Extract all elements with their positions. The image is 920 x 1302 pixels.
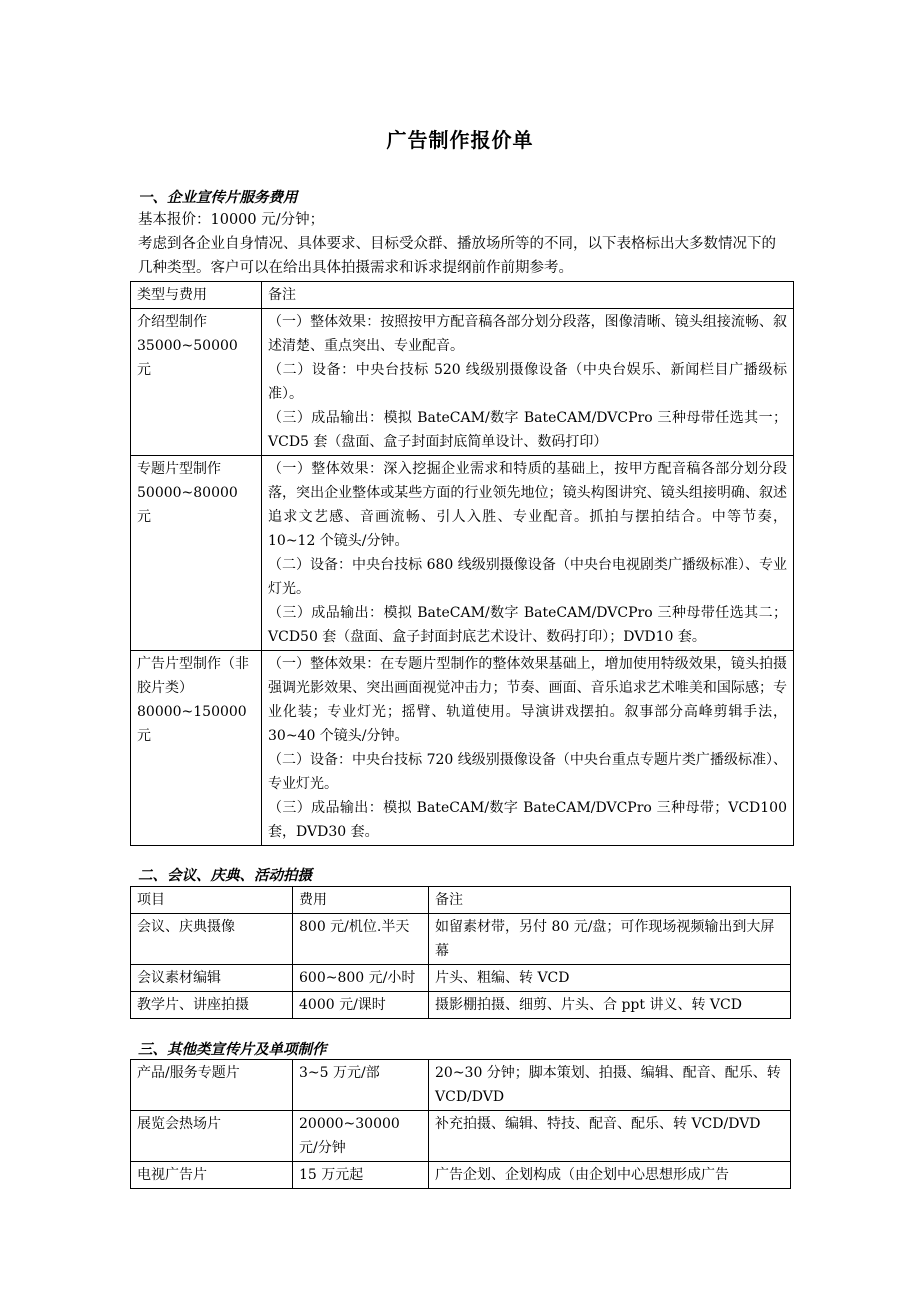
section1-heading: 一、企业宣传片服务费用: [138, 189, 298, 206]
type-cell: [131, 309, 262, 456]
intro-text: 考虑到各企业自身情况、具体要求、目标受众群、播放场所等的不同，以下表格标出大多数情况下的几种类型。客户可以在给出具体拍摄需求和诉求提纲前作前期参考。: [138, 236, 776, 276]
table-header-row: [131, 282, 794, 309]
item-cell: 产品/服务专题片: [131, 1060, 293, 1111]
service-fee-table: [130, 281, 794, 846]
header-cell: 备注: [429, 887, 791, 914]
table-header-row: [131, 887, 791, 914]
fee-cell: 600~800 元/小时: [293, 965, 429, 992]
note-cell: 片头、粗编、转 VCD: [429, 965, 791, 992]
type-price: 50000~80000 元: [137, 485, 238, 525]
type-cell: [131, 456, 262, 651]
page-title: 广告制作报价单: [386, 128, 534, 152]
header-cell: 费用: [293, 887, 429, 914]
note-cell: [262, 651, 794, 846]
note-line: （三）成品输出：模拟 BateCAM/数字 BateCAM/DVCPro 三种母带；VCD100 套，DVD30 套。: [268, 800, 787, 840]
type-cell: [131, 651, 262, 846]
type-name: 专题片型制作: [137, 461, 221, 477]
fee-cell: 800 元/机位.半天: [293, 914, 429, 965]
fee-cell: 4000 元/课时: [293, 992, 429, 1019]
fee-cell: 20000~30000 元/分钟: [293, 1111, 429, 1162]
header-cell: 项目: [131, 887, 293, 914]
item-cell: 会议素材编辑: [131, 965, 293, 992]
header-cell: 类型与费用: [131, 282, 262, 309]
note-cell: 广告企划、企划构成（由企划中心思想形成广告: [429, 1162, 791, 1189]
note-cell: 补充拍摄、编辑、特技、配音、配乐、转 VCD/DVD: [429, 1111, 791, 1162]
event-fee-table: [130, 886, 791, 1019]
section2-heading: 二、会议、庆典、活动拍摄: [138, 867, 312, 884]
note-line: （三）成品输出：模拟 BateCAM/数字 BateCAM/DVCPro 三种母带任选其一；VCD5 套（盘面、盒子封面封底简单设计、数码打印）: [268, 410, 787, 450]
table-row: [131, 651, 794, 846]
item-cell: 展览会热场片: [131, 1111, 293, 1162]
item-cell: 教学片、讲座拍摄: [131, 992, 293, 1019]
table-row: [131, 1162, 791, 1189]
item-cell: 会议、庆典摄像: [131, 914, 293, 965]
table-row: [131, 1111, 791, 1162]
note-line: （三）成品输出：模拟 BateCAM/数字 BateCAM/DVCPro 三种母带任选其二；VCD50 套（盘面、盒子封面封底艺术设计、数码打印）；DVD10 套。: [268, 605, 787, 645]
note-cell: [262, 456, 794, 651]
note-line: （二）设备：中央台技标 520 线级别摄像设备（中央台娱乐、新闻栏目广播级标准）。: [268, 362, 787, 402]
type-name: 介绍型制作: [137, 314, 207, 330]
note-cell: 摄影棚拍摄、细剪、片头、合 ppt 讲义、转 VCD: [429, 992, 791, 1019]
note-line: （二）设备：中央台技标 680 线级别摄像设备（中央台电视剧类广播级标准）、专业灯光。: [268, 557, 787, 597]
base-price-text: 基本报价：10000 元/分钟；: [138, 212, 325, 228]
type-price: 35000~50000 元: [137, 338, 238, 378]
note-cell: 如留素材带，另付 80 元/盘；可作现场视频输出到大屏幕: [429, 914, 791, 965]
note-line: （一）整体效果：按照按甲方配音稿各部分划分段落，图像清晰、镜头组接流畅、叙述清楚、重点突出、专业配音。: [268, 314, 787, 354]
note-line: （二）设备：中央台技标 720 线级别摄像设备（中央台重点专题片类广播级标准）、专业灯光。: [268, 752, 787, 792]
type-price: 80000~150000 元: [137, 704, 247, 744]
table-row: [131, 965, 791, 992]
section3-heading: 三、其他类宣传片及单项制作: [138, 1041, 327, 1058]
table-row: [131, 914, 791, 965]
table-row: [131, 1060, 791, 1111]
type-name: 广告片型制作（非胶片类）: [137, 656, 249, 696]
fee-cell: 15 万元起: [293, 1162, 429, 1189]
note-cell: 20~30 分钟；脚本策划、拍摄、编辑、配音、配乐、转 VCD/DVD: [429, 1060, 791, 1111]
note-line: （一）整体效果：深入挖掘企业需求和特质的基础上，按甲方配音稿各部分划分段落，突出企业整体或某些方面的行业领先地位；镜头构图讲究、镜头组接明确、叙述追求文艺感、音画流畅、引人入胜、专业配音。抓拍与摆拍结合。中等节奏，10~12 个镜头/分钟。: [268, 461, 787, 549]
table-row: [131, 992, 791, 1019]
item-cell: 电视广告片: [131, 1162, 293, 1189]
table-row: [131, 309, 794, 456]
header-cell: 备注: [262, 282, 794, 309]
fee-cell: 3~5 万元/部: [293, 1060, 429, 1111]
table-row: [131, 456, 794, 651]
other-fee-table: [130, 1059, 791, 1189]
note-cell: [262, 309, 794, 456]
note-line: （一）整体效果：在专题片型制作的整体效果基础上，增加使用特级效果，镜头拍摄强调光影效果、突出画面视觉冲击力；节奏、画面、音乐追求艺术唯美和国际感；专业化装；专业灯光；摇臂、轨道使用。导演讲戏摆拍。叙事部分高峰剪辑手法，30~40 个镜头/分钟。: [268, 656, 787, 744]
